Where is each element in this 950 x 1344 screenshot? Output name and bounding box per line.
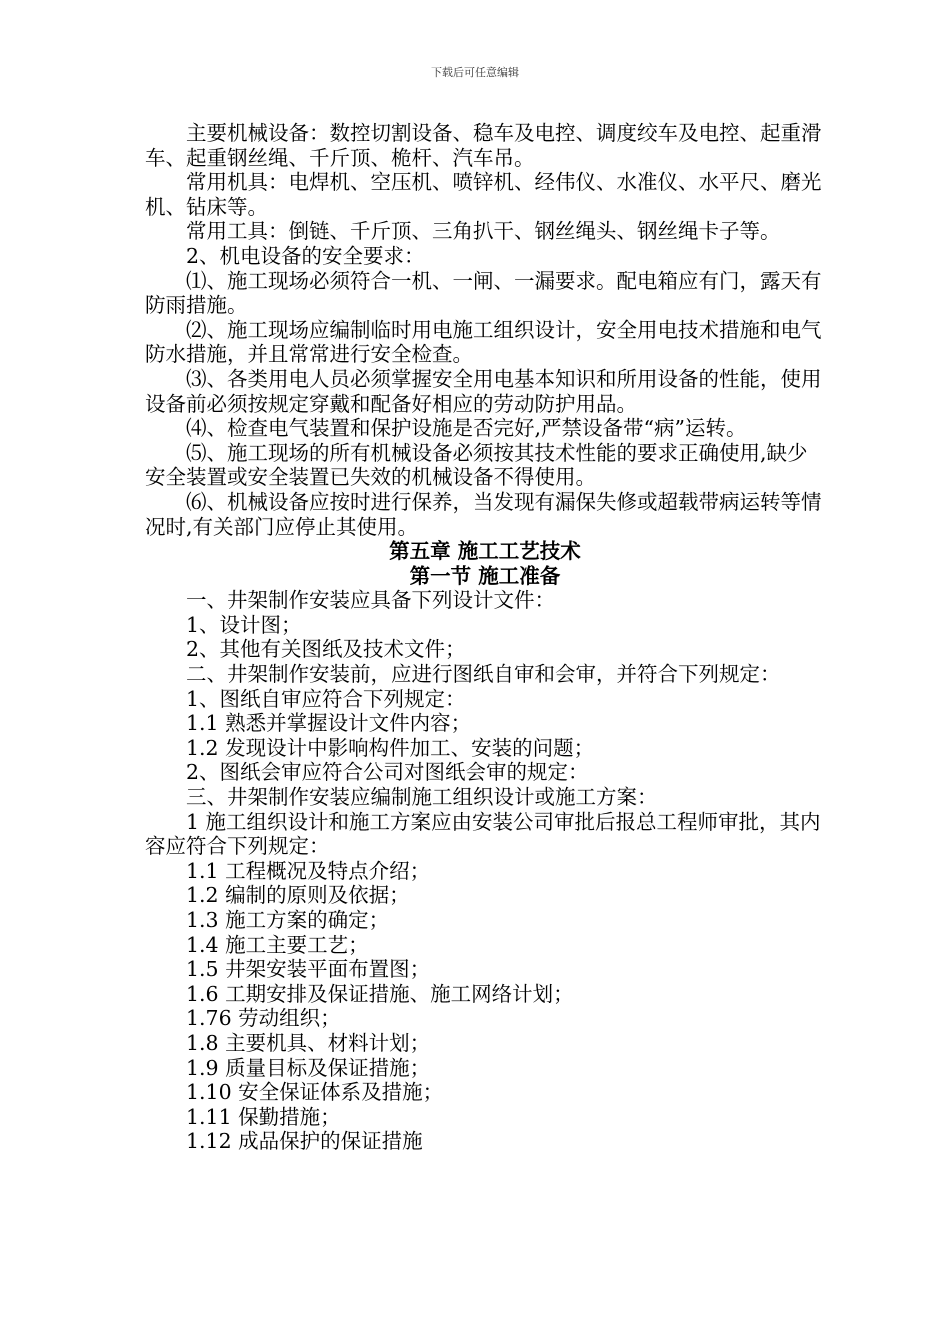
- list-item: 1.8 主要机具、材料计划；: [186, 1030, 431, 1055]
- paragraph: ⑹、机械设备应按时进行保养，当发现有漏保失修或超载带病运转等情况时,有关部门应停止其使用。: [145, 489, 822, 539]
- list-item: 1.6 工期安排及保证措施、施工网络计划；: [186, 981, 574, 1006]
- list-item: 2、图纸会审应符合公司对图纸会审的规定：: [186, 760, 589, 785]
- paragraph: ⑸、施工现场的所有机械设备必须按其技术性能的要求正确使用,缺少安全装置或安全装置已失效的机械设备不得使用。: [145, 440, 808, 490]
- page-header: 下载后可任意编辑: [431, 66, 519, 79]
- list-item: 1、图纸自审应符合下列规定：: [186, 686, 466, 711]
- list-item: 1.76 劳动组织；: [186, 1006, 341, 1031]
- list-item: 1.12 成品保护的保证措施: [186, 1129, 423, 1154]
- paragraph: 主要机械设备：数控切割设备、稳车及电控、调度绞车及电控、起重滑车、起重钢丝绳、千斤顶、桅杆、汽车吊。: [145, 121, 822, 170]
- list-item: 二、井架制作安装前，应进行图纸自审和会审，并符合下列规定：: [186, 662, 781, 687]
- paragraph: ⑷、检查电气装置和保护设施是否完好,严禁设备带“病”运转。: [186, 416, 747, 441]
- paragraph: ⑶、各类用电人员必须掌握安全用电基本知识和所用设备的性能，使用设备前必须按规定穿戴和配备好相应的劳动防护用品。: [145, 366, 822, 416]
- chapter-title: 第五章 施工工艺技术: [389, 539, 581, 564]
- list-item: 1.9 质量目标及保证措施；: [186, 1055, 431, 1080]
- paragraph: 常用工具：倒链、千斤顶、三角扒干、钢丝绳头、钢丝绳卡子等。: [186, 219, 781, 244]
- list-item: 1.1 熟悉并掌握设计文件内容；: [186, 711, 472, 736]
- paragraph: ⑴、施工现场必须符合一机、一闸、一漏要求。配电箱应有门，露天有防雨措施。: [145, 268, 822, 318]
- list-item: 1 施工组织设计和施工方案应由安装公司审批后报总工程师审批，其内容应符合下列规定：: [145, 809, 821, 859]
- document-body: [145, 121, 825, 1154]
- list-item: 1.2 编制的原则及依据；: [186, 883, 410, 908]
- paragraph: 2、机电设备的安全要求：: [186, 243, 425, 268]
- list-item: 1.11 保勤措施；: [186, 1104, 341, 1129]
- paragraph: ⑵、施工现场应编制临时用电施工组织设计，安全用电技术措施和电气防水措施，并且常常进行安全检查。: [145, 317, 822, 367]
- list-item: 1.1 工程概况及特点介绍；: [186, 858, 431, 883]
- list-item: 三、井架制作安装应编制施工组织设计或施工方案：: [186, 785, 658, 810]
- section-title: 第一节 施工准备: [409, 563, 561, 588]
- list-item: 一、井架制作安装应具备下列设计文件：: [186, 588, 555, 613]
- list-item: 1.3 施工方案的确定；: [186, 908, 390, 932]
- list-item: 1.5 井架安装平面布置图；: [186, 957, 431, 982]
- list-item: 1.10 安全保证体系及措施；: [186, 1080, 444, 1105]
- list-item: 1、设计图；: [186, 612, 302, 637]
- list-item: 1.4 施工主要工艺；: [186, 932, 369, 957]
- paragraph: 常用机具：电焊机、空压机、喷锌机、经伟仪、水准仪、水平尺、磨光机、钻床等。: [145, 170, 822, 219]
- list-item: 2、其他有关图纸及技术文件；: [186, 637, 466, 662]
- list-item: 1.2 发现设计中影响构件加工、安装的问题；: [186, 735, 595, 760]
